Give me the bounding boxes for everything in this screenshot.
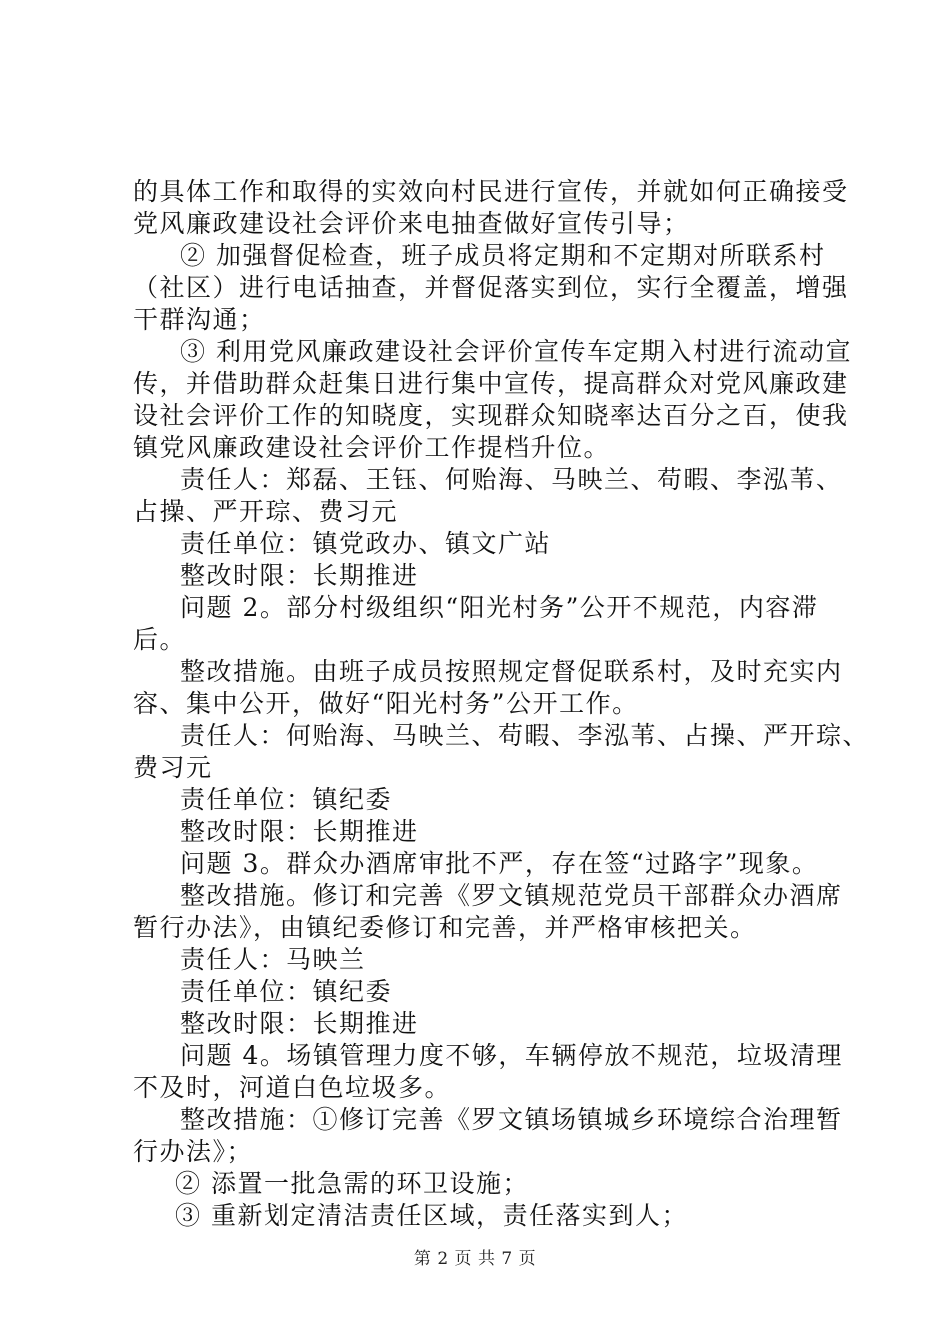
text-line: 整改时限：长期推进 bbox=[180, 561, 419, 590]
text-line: 整改时限：长期推进 bbox=[180, 1009, 419, 1038]
text-line: 干群沟通； bbox=[133, 305, 266, 334]
text-line: ② 加强督促检查，班子成员将定期和不定期对所联系村 bbox=[180, 241, 826, 270]
text-line: 整改措施。由班子成员按照规定督促联系村，及时充实内 bbox=[180, 657, 843, 686]
text-line: 问题 3。群众办酒席审批不严，存在签“过路字”现象。 bbox=[180, 849, 819, 878]
text-line: 镇党风廉政建设社会评价工作提档升位。 bbox=[133, 433, 611, 462]
text-line: ③ 重新划定清洁责任区域，责任落实到人； bbox=[175, 1201, 688, 1230]
text-line: 党风廉政建设社会评价来电抽查做好宣传引导； bbox=[133, 209, 690, 238]
text-line: 传，并借助群众赶集日进行集中宣传，提高群众对党风廉政建 bbox=[133, 369, 849, 398]
text-line: 问题 4。场镇管理力度不够，车辆停放不规范，垃圾清理 bbox=[180, 1041, 843, 1070]
text-line: 不及时，河道白色垃圾多。 bbox=[133, 1073, 452, 1102]
text-line: 问题 2。部分村级组织“阳光村务”公开不规范，内容滞 bbox=[180, 593, 819, 622]
text-line: 责任单位：镇纪委 bbox=[180, 977, 393, 1006]
text-line: 责任人：何贻海、马映兰、苟暇、李泓苇、占操、严开琮、 bbox=[180, 721, 870, 750]
text-line: 责任人：马映兰 bbox=[180, 945, 366, 974]
text-line: 责任人：郑磊、王钰、何贻海、马映兰、苟暇、李泓苇、 bbox=[180, 465, 843, 494]
text-line: 占操、严开琮、费习元 bbox=[133, 497, 399, 526]
text-line: 整改时限：长期推进 bbox=[180, 817, 419, 846]
text-line: 整改措施：①修订完善《罗文镇场镇城乡环境综合治理暂 bbox=[180, 1105, 843, 1134]
text-line: ② 添置一批急需的环卫设施； bbox=[175, 1169, 529, 1198]
text-line: 的具体工作和取得的实效向村民进行宣传，并就如何正确接受 bbox=[133, 177, 849, 206]
text-line: （社区）进行电话抽查，并督促落实到位，实行全覆盖，增强 bbox=[133, 273, 849, 302]
text-line: 设社会评价工作的知晓度，实现群众知晓率达百分之百，使我 bbox=[133, 401, 849, 430]
text-line: 暂行办法》，由镇纪委修订和完善，并严格审核把关。 bbox=[133, 913, 757, 942]
text-line: 责任单位：镇党政办、镇文广站 bbox=[180, 529, 552, 558]
text-line: 责任单位：镇纪委 bbox=[180, 785, 393, 814]
text-line: 容、集中公开，做好“阳光村务”公开工作。 bbox=[133, 689, 639, 718]
page-footer: 第 2 页 共 7 页 bbox=[413, 1249, 537, 1269]
text-line: 整改措施。修订和完善《罗文镇规范党员干部群众办酒席 bbox=[180, 881, 843, 910]
text-line: ③ 利用党风廉政建设社会评价宣传车定期入村进行流动宣 bbox=[180, 337, 852, 366]
text-line: 后。 bbox=[133, 625, 187, 654]
text-line: 行办法》； bbox=[133, 1137, 254, 1166]
text-line: 费习元 bbox=[133, 753, 213, 782]
